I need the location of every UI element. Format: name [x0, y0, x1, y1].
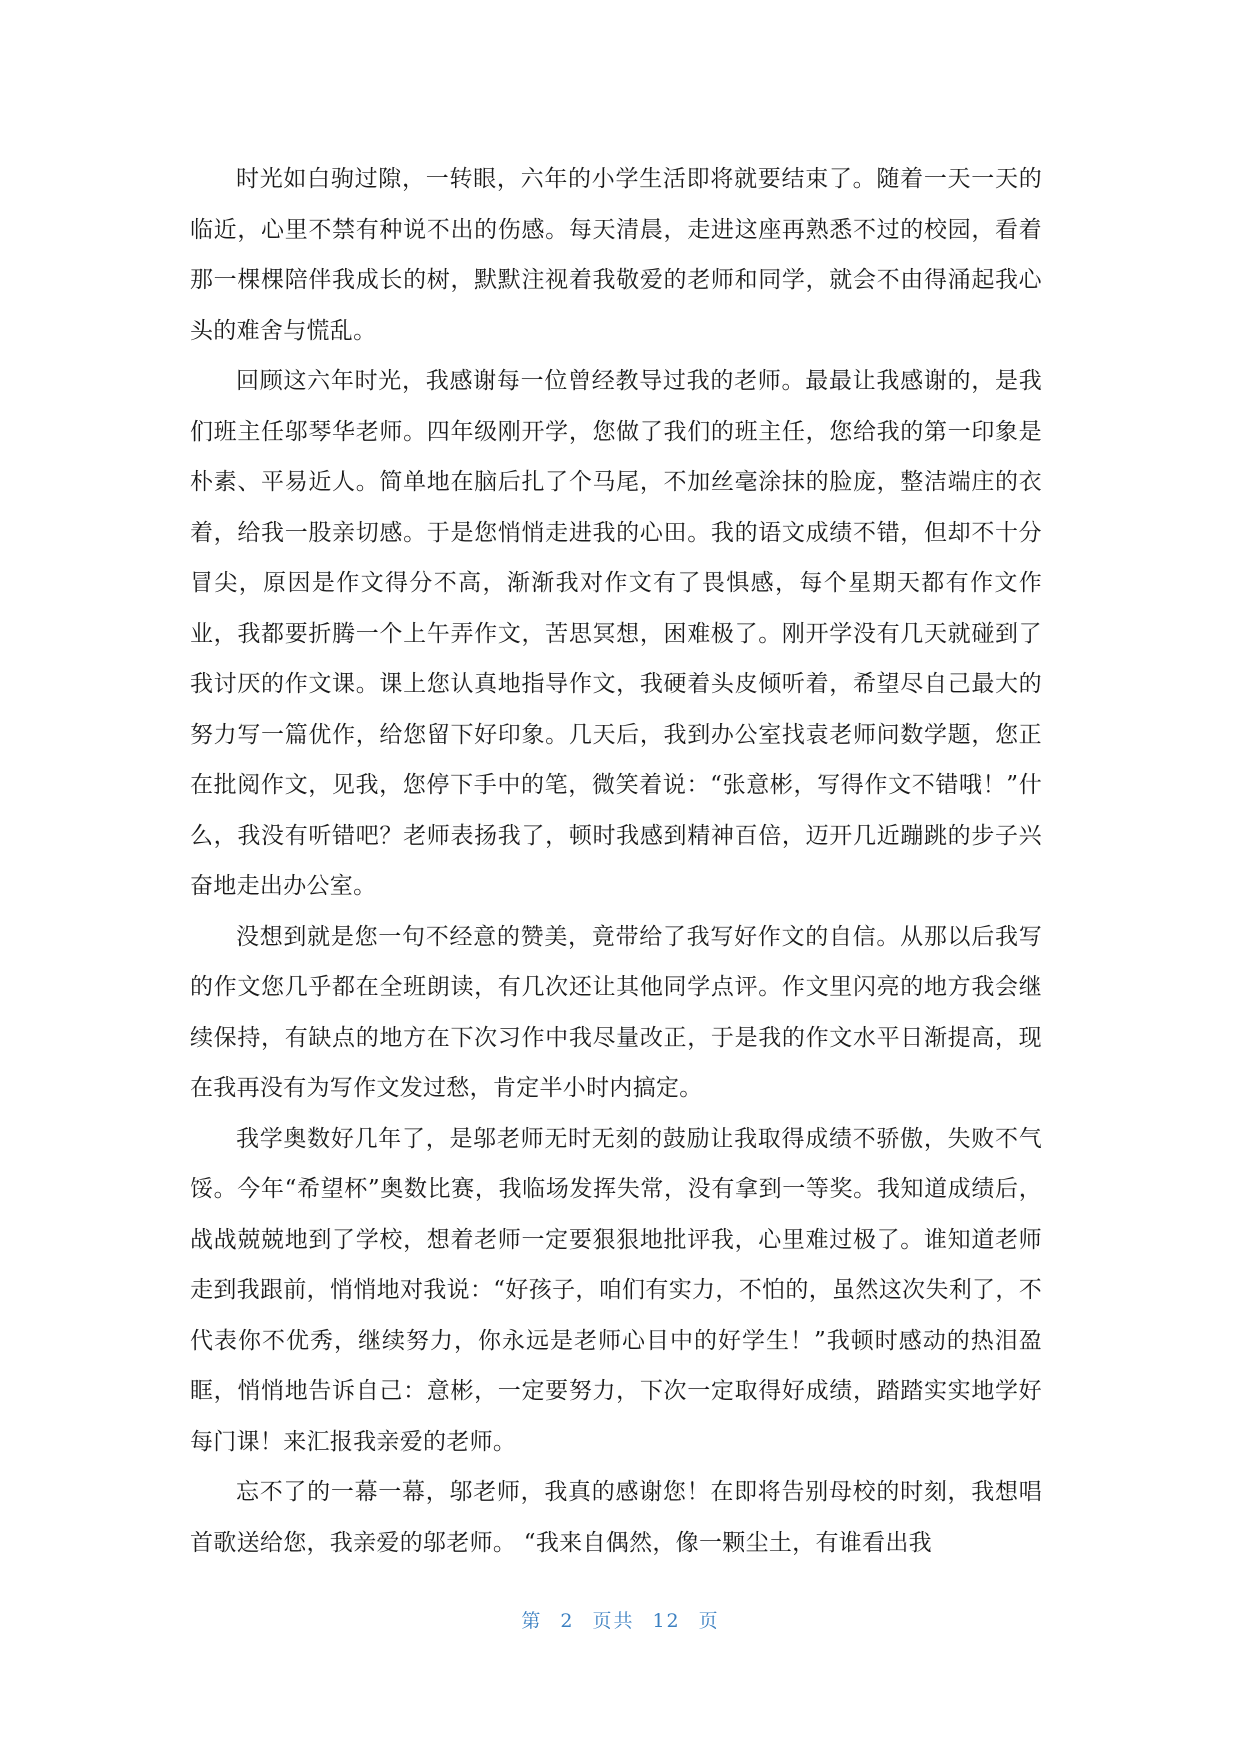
paragraph-1: 时光如白驹过隙，一转眼，六年的小学生活即将就要结束了。随着一天一天的临近，心里不禁有种说不出的伤感。每天清晨，走进这座再熟悉不过的校园，看着那一棵棵陪伴我成长的树，默默注视着我敬爱的老师和同学，就会不由得涌起我心头的难舍与慌乱。	[190, 166, 1042, 344]
paragraph-3: 没想到就是您一句不经意的赞美，竟带给了我写好作文的自信。从那以后我写的作文您几乎都在全班朗读，有几次还让其他同学点评。作文里闪亮的地方我会继续保持，有缺点的地方在下次习作中我尽量改正，于是我的作文水平日渐提高，现在我再没有为写作文发过愁，肯定半小时内搞定。	[190, 923, 1042, 1101]
paragraph-4: 我学奥数好几年了，是邬老师无时无刻的鼓励让我取得成绩不骄傲，失败不气馁。今年“希望杯”奥数比赛，我临场发挥失常，没有拿到一等奖。我知道成绩后，战战兢兢地到了学校，想着老师一定要狠狠地批评我，心里难过极了。谁知道老师走到我跟前，悄悄地对我说：“好孩子，咱们有实力，不怕的，虽然这次失利了，不代表你不优秀，继续努力，你永远是老师心目中的好学生！”我顿时感动的热泪盈眶，悄悄地告诉自己：意彬，一定要努力，下次一定取得好成绩，踏踏实实地学好每门课！来汇报我亲爱的老师。	[190, 1125, 1042, 1455]
paragraph-2: 回顾这六年时光，我感谢每一位曾经教导过我的老师。最最让我感谢的，是我们班主任邬琴华老师。四年级刚开学，您做了我们的班主任，您给我的第一印象是朴素、平易近人。简单地在脑后扎了个马尾，不加丝毫涂抹的脸庞，整洁端庄的衣着，给我一股亲切感。于是您悄悄走进我的心田。我的语文成绩不错，但却不十分冒尖，原因是作文得分不高，渐渐我对作文有了畏惧感，每个星期天都有作文作业，我都要折腾一个上午弄作文，苦思冥想，困难极了。刚开学没有几天就碰到了我讨厌的作文课。课上您认真地指导作文，我硬着头皮倾听着，希望尽自己最大的努力写一篇优作，给您留下好印象。几天后，我到办公室找袁老师问数学题，您正在批阅作文，见我，您停下手中的笔，微笑着说：“张意彬，写得作文不错哦！”什么，我没有听错吧？老师表扬我了，顿时我感到精神百倍，迈开几近蹦跳的步子兴奋地走出办公室。	[190, 368, 1042, 899]
page-footer	[0, 1606, 1241, 1633]
footer-suffix: 页	[698, 1610, 720, 1632]
document-body	[190, 154, 1042, 1568]
footer-middle: 页共	[592, 1610, 635, 1632]
footer-total-pages: 12	[652, 1610, 681, 1632]
footer-prefix: 第	[521, 1610, 543, 1632]
paragraph-5: 忘不了的一幕一幕，邬老师，我真的感谢您！在即将告别母校的时刻，我想唱首歌送给您，我亲爱的邬老师。 “我来自偶然，像一颗尘土，有谁看出我	[190, 1479, 1042, 1556]
footer-page-number: 2	[560, 1610, 575, 1632]
